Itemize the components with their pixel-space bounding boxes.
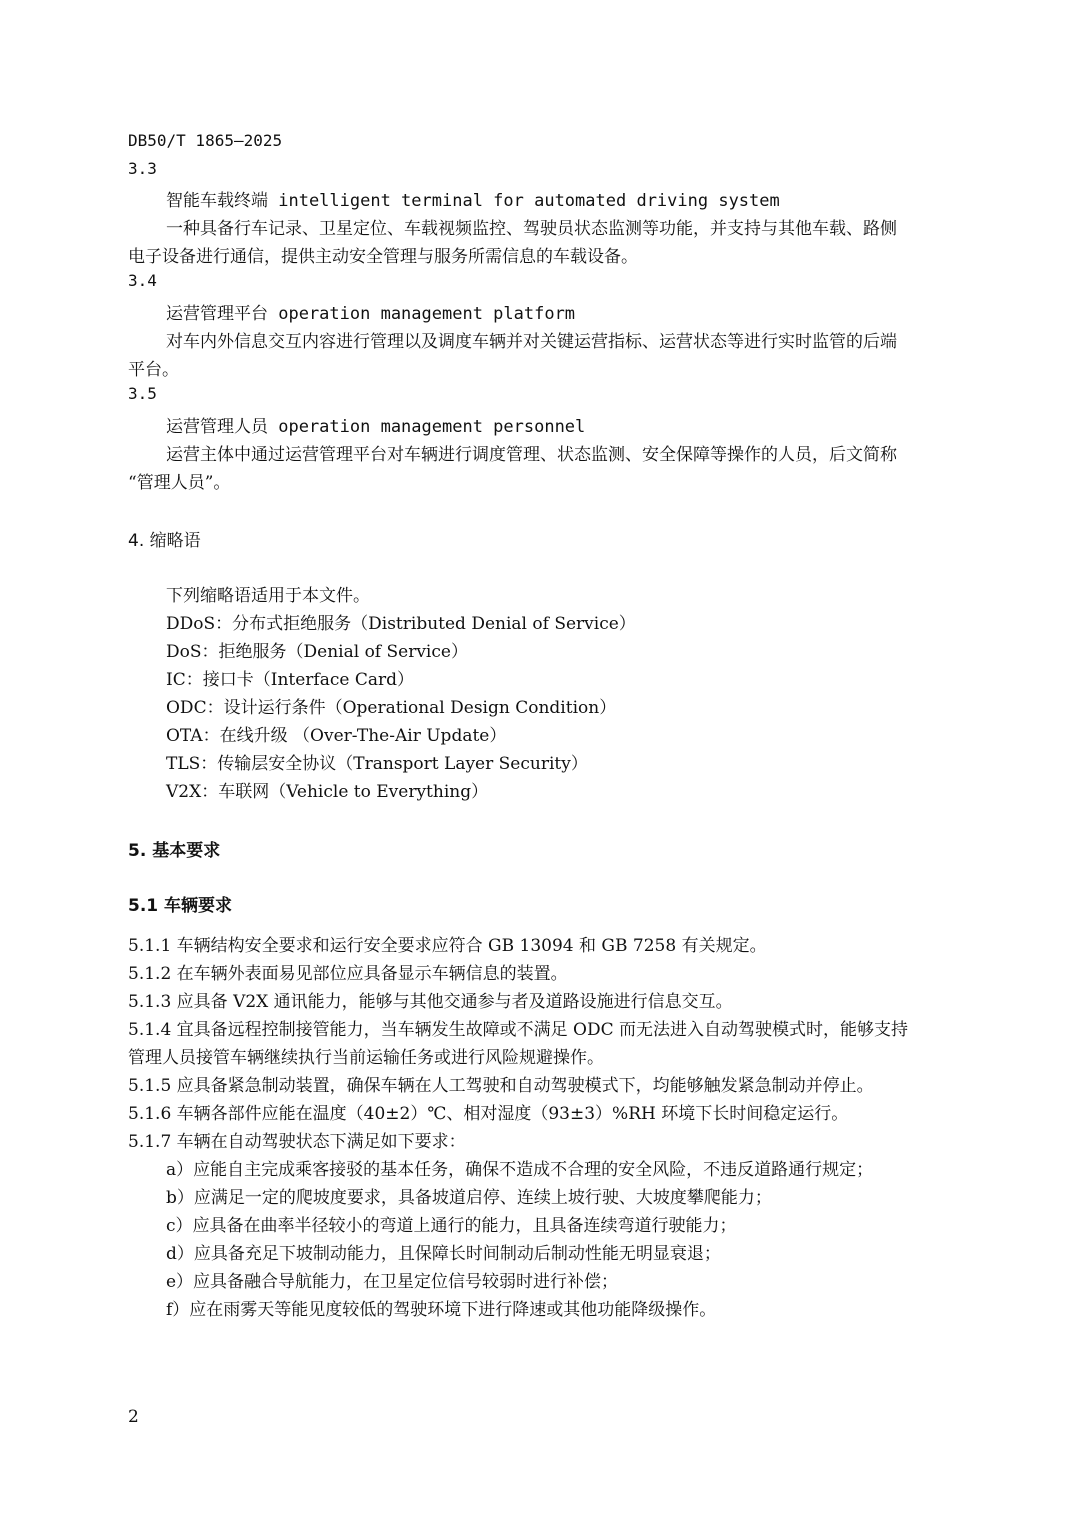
section-heading: 5. 基本要求 [128, 841, 221, 861]
list-item: c）应具备在曲率半径较小的弯道上通行的能力，且具备连续弯道行驶能力； [166, 1216, 737, 1236]
list-item: d）应具备充足下坡制动能力，且保障长时间制动后制动性能无明显衰退； [166, 1244, 721, 1264]
term-title: 运营管理人员 operation management personnel [166, 417, 586, 437]
clause: 5.1.2 在车辆外表面易见部位应具备显示车辆信息的装置。 [128, 964, 568, 984]
clause-cont: 管理人员接管车辆继续执行当前运输任务或进行风险规避操作。 [128, 1048, 604, 1068]
term-definition-cont: “管理人员”。 [128, 473, 231, 493]
clause: 5.1.1 车辆结构安全要求和运行安全要求应符合 GB 13094 和 GB 7258 有关规定。 [128, 936, 767, 956]
abbreviation-item: OTA：在线升级 （Over-The-Air Update） [166, 726, 507, 746]
term-number: 3.4 [128, 271, 157, 290]
clause: 5.1.6 车辆各部件应能在温度（40±2）℃、相对湿度（93±3）%RH 环境下长时间稳定运行。 [128, 1104, 849, 1124]
section-intro: 下列缩略语适用于本文件。 [166, 586, 370, 606]
term-definition: 运营主体中通过运营管理平台对车辆进行调度管理、状态监测、安全保障等操作的人员，后文简称 [166, 445, 897, 465]
abbreviation-item: ODC：设计运行条件（Operational Design Condition） [166, 698, 617, 718]
abbreviation-item: DoS：拒绝服务（Denial of Service） [166, 642, 468, 662]
clause: 5.1.5 应具备紧急制动装置，确保车辆在人工驾驶和自动驾驶模式下，均能够触发紧急制动并停止。 [128, 1076, 874, 1096]
abbreviation-item: IC：接口卡（Interface Card） [166, 670, 414, 690]
section-heading: 4. 缩略语 [128, 531, 201, 551]
term-number: 3.5 [128, 384, 157, 403]
list-item: b）应满足一定的爬坡度要求，具备坡道启停、连续上坡行驶、大坡度攀爬能力； [166, 1188, 772, 1208]
term-definition: 对车内外信息交互内容进行管理以及调度车辆并对关键运营指标、运营状态等进行实时监管的后端 [166, 332, 897, 352]
abbreviation-item: DDoS：分布式拒绝服务（Distributed Denial of Service） [166, 614, 636, 634]
abbreviation-item: V2X：车联网（Vehicle to Everything） [166, 782, 489, 802]
term-title: 运营管理平台 operation management platform [166, 304, 576, 324]
clause: 5.1.3 应具备 V2X 通讯能力，能够与其他交通参与者及道路设施进行信息交互。 [128, 992, 733, 1012]
list-item: a）应能自主完成乘客接驳的基本任务，确保不造成不合理的安全风险，不违反道路通行规定； [166, 1160, 874, 1180]
page-number: 2 [128, 1407, 139, 1427]
term-definition-cont: 电子设备进行通信，提供主动安全管理与服务所需信息的车载设备。 [128, 247, 638, 267]
clause: 5.1.4 宜具备远程控制接管能力，当车辆发生故障或不满足 ODC 而无法进入自动驾驶模式时，能够支持 [128, 1020, 909, 1040]
term-definition-cont: 平台。 [128, 360, 179, 380]
abbreviation-item: TLS：传输层安全协议（Transport Layer Security） [166, 754, 588, 774]
term-definition: 一种具备行车记录、卫星定位、车载视频监控、驾驶员状态监测等功能，并支持与其他车载、路侧 [166, 219, 897, 239]
clause: 5.1.7 车辆在自动驾驶状态下满足如下要求： [128, 1132, 466, 1152]
term-number: 3.3 [128, 159, 157, 178]
list-item: f）应在雨雾天等能见度较低的驾驶环境下进行降速或其他功能降级操作。 [166, 1300, 717, 1320]
term-title: 智能车载终端 intelligent terminal for automated driving system [166, 191, 780, 211]
subsection-heading: 5.1 车辆要求 [128, 896, 233, 916]
document-id: DB50/T 1865—2025 [128, 131, 283, 150]
list-item: e）应具备融合导航能力，在卫星定位信号较弱时进行补偿； [166, 1272, 619, 1292]
